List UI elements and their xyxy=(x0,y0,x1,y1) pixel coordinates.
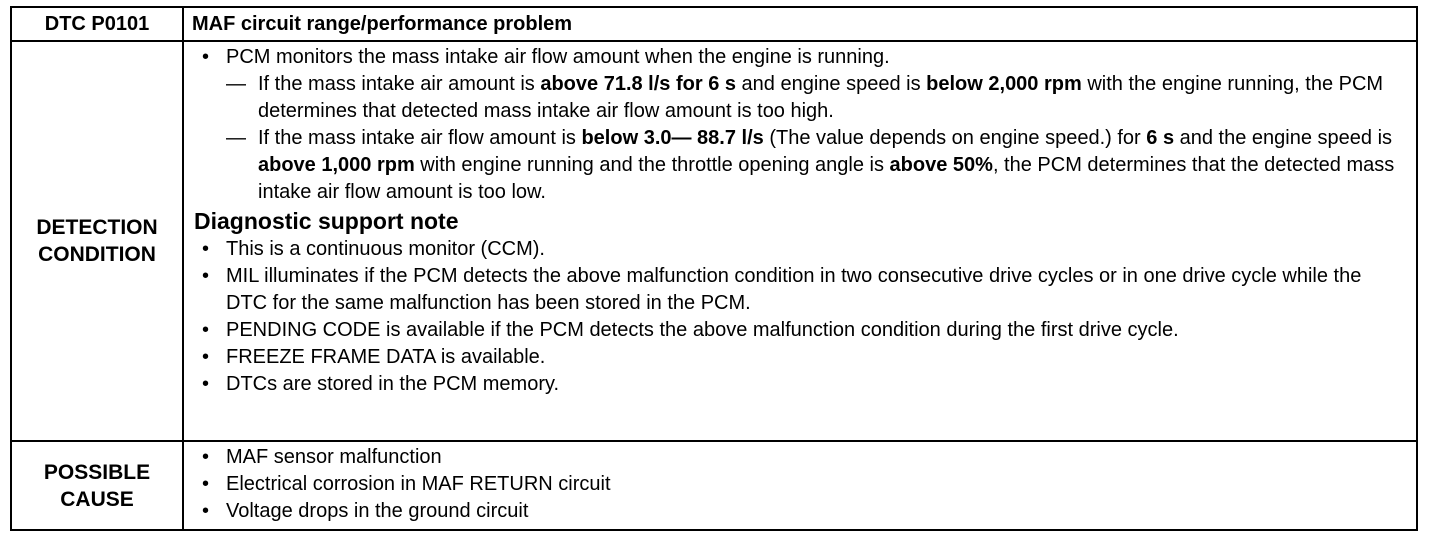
detection-label-line1: DETECTION xyxy=(36,216,158,239)
threshold-value: above 71.8 l/s for 6 s xyxy=(540,73,736,95)
diagnostic-note-heading: Diagnostic support note xyxy=(194,208,459,234)
cause-row xyxy=(11,441,1417,530)
list-item: • PENDING CODE is available if the PCM detects the above malfunction condition during the first drive cycle. xyxy=(194,317,1406,344)
detection-main-text: PCM monitors the mass intake air flow amount when the engine is running. xyxy=(226,46,890,68)
detection-main-bullet xyxy=(194,44,1406,206)
header-row xyxy=(11,7,1417,41)
list-item: • DTCs are stored in the PCM memory. xyxy=(194,371,1406,398)
throttle-value: above 50% xyxy=(889,154,993,176)
detection-bullets xyxy=(194,44,1406,206)
rpm-value: below 2,000 rpm xyxy=(926,73,1082,95)
list-item: • Electrical corrosion in MAF RETURN circuit xyxy=(194,471,1406,498)
list-item: • Voltage drops in the ground circuit xyxy=(194,498,1406,525)
em-dash: — xyxy=(226,73,246,95)
list-item: • This is a continuous monitor (CCM). xyxy=(194,236,1406,263)
threshold-value: below 3.0— 88.7 l/s xyxy=(581,127,764,149)
cause-content xyxy=(183,441,1417,530)
detection-sub-item-high: — If the mass intake air amount is above 71.8 l/s for 6 s and engine speed is below 2,000 rpm with the engine running, the PCM determines that detected mass intake air flow amount is too high. xyxy=(226,73,1384,122)
cause-label xyxy=(11,441,183,530)
list-item: • FREEZE FRAME DATA is available. xyxy=(194,344,1406,371)
cause-label-line2: CAUSE xyxy=(60,487,134,511)
cause-list xyxy=(194,444,1406,525)
detection-row xyxy=(11,41,1417,441)
list-item: • MAF sensor malfunction xyxy=(194,444,1406,471)
time-value: 6 s xyxy=(1146,127,1175,149)
rpm-value: above 1,000 rpm xyxy=(258,154,415,176)
list-item: • MIL illuminates if the PCM detects the above malfunction condition in two consecutive drive cycles or in one drive cycle while the DTC for the same malfunction has been stored in the PCM. xyxy=(194,263,1406,317)
detection-sub-list xyxy=(226,71,1406,206)
detection-label-line2: CONDITION xyxy=(38,243,156,266)
cause-label-line1: POSSIBLE xyxy=(43,460,151,484)
diagnostic-note-list xyxy=(194,236,1406,398)
detection-label xyxy=(11,41,183,441)
dtc-title: MAF circuit range/performance problem xyxy=(183,7,1417,41)
dtc-code: DTC P0101 xyxy=(11,7,183,41)
detection-sub-item-low: — If the mass intake air flow amount is below 3.0— 88.7 l/s (The value depends on engine speed.) for 6 s and the engine speed is above 1,000 rpm with engine running and the throttle opening angle is above 50%, the PCM determines that the detected mass intake air flow amount is too low. xyxy=(226,127,1395,203)
detection-content xyxy=(183,41,1417,441)
em-dash: — xyxy=(226,127,246,149)
dtc-table xyxy=(10,6,1418,531)
